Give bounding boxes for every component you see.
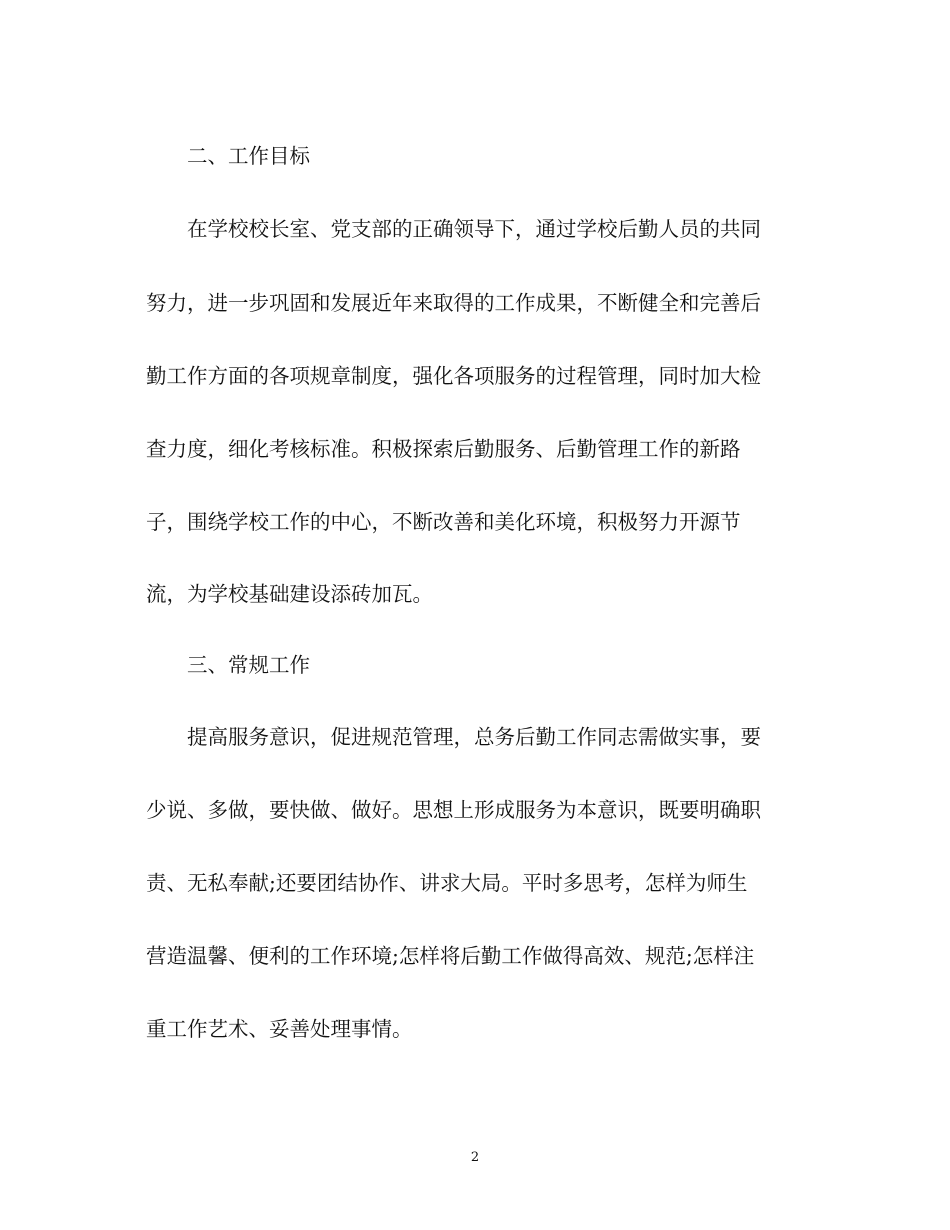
paragraph-line: 努力，进一步巩固和发展近年来取得的工作成果，不断健全和完善后 — [146, 291, 761, 315]
paragraph-line: 勤工作方面的各项规章制度，强化各项服务的过程管理，同时加大检 — [146, 364, 761, 388]
paragraph-line: 子，围绕学校工作的中心，不断改善和美化环境，积极努力开源节 — [146, 510, 741, 534]
paragraph-line: 流，为学校基础建设添砖加瓦。 — [146, 582, 433, 606]
paragraph-line: 责、无私奉献;还要团结协作、讲求大局。平时多思考，怎样为师生 — [146, 871, 748, 895]
section-heading-routine: 三、常规工作 — [187, 653, 310, 677]
paragraph-line: 查力度，细化考核标准。积极探索后勤服务、后勤管理工作的新路 — [146, 437, 741, 461]
paragraph-line: 营造温馨、便利的工作环境;怎样将后勤工作做得高效、规范;怎样注 — [146, 944, 755, 968]
section-heading-goals: 二、工作目标 — [187, 144, 310, 168]
paragraph-line: 在学校校长室、党支部的正确领导下，通过学校后勤人员的共同 — [187, 217, 761, 241]
paragraph-line: 少说、多做，要快做、做好。思想上形成服务为本意识，既要明确职 — [146, 798, 761, 822]
paragraph-line: 提高服务意识，促进规范管理，总务后勤工作同志需做实事，要 — [187, 725, 761, 749]
page-number: 2 — [470, 1150, 480, 1165]
paragraph-line: 重工作艺术、妥善处理事情。 — [146, 1017, 413, 1041]
